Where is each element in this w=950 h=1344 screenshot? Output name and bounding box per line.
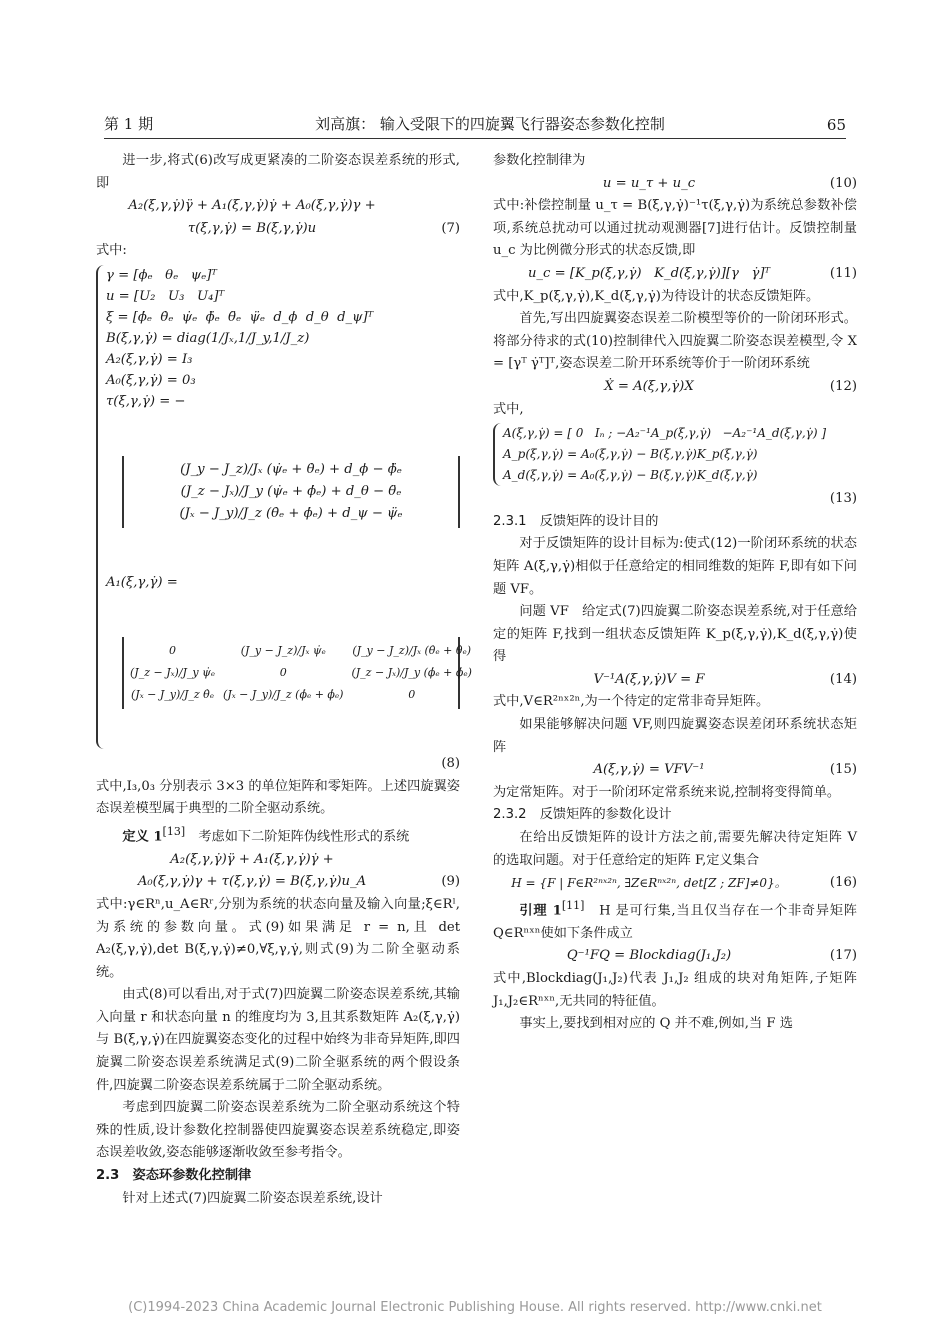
equation-17 xyxy=(493,945,857,968)
paragraph: 式中,Blockdiag(J₁,J₂)代表 J₁,J₂ 组成的块对角矩阵,子矩阵 J₁,J₂∈Rⁿˣⁿ,无共同的特征值。 xyxy=(493,970,857,1009)
equation-13 xyxy=(493,488,857,511)
equation-body: A₂(ξ,γ,γ̇)γ̈ + A₁(ξ,γ,γ̇)γ̇ + A₀(ξ,γ,γ̇)γ + xyxy=(128,198,376,214)
matrix-cell: (J_z − Jₓ)/J_y (ϕ̇ₑ + ϕ̇ₑ) xyxy=(351,665,472,679)
lemma-label: 引理 1 xyxy=(519,903,562,919)
equation-10 xyxy=(493,173,857,196)
equation-number: (14) xyxy=(829,671,857,687)
def-item: A₀(ξ,γ,γ̇) = 0₃ xyxy=(106,372,196,388)
paragraph: 首先,写出四旋翼姿态误差二阶模型等价的一阶闭环形式。将部分待求的式(10)控制律代入四旋翼二阶姿态误差模型,令 X = [γᵀ γ̇ᵀ]ᵀ,姿态误差二阶开环系统等价于一阶闭环系统 xyxy=(493,311,857,372)
where-label: 式中, xyxy=(493,401,524,417)
matrix-cell: (J_z − Jₓ)/J_y ψ̇ₑ xyxy=(130,665,216,679)
matrix-cell: 0 xyxy=(279,665,287,679)
tau-label: τ(ξ,γ,γ̇) = − xyxy=(106,393,186,409)
equation-7 xyxy=(96,195,460,218)
copyright-footer: (C)1994-2023 China Academic Journal Electronic Publishing House. All rights reserved. http://www.cnki.net xyxy=(128,1300,822,1315)
paragraph: 事实上,要找到相对应的 Q 并不难,例如,当 F 选 xyxy=(519,1016,793,1032)
definition-1 xyxy=(96,821,460,849)
equation-7-cont xyxy=(96,218,460,241)
tau-row: (Jₓ − J_y)/J_z (θ̇ₑ + ϕ̇ₑ) + d_ψ − ψ̈ₑ xyxy=(179,505,403,521)
def-item: A₂(ξ,γ,γ̇) = I₃ xyxy=(106,351,193,367)
tau-row: (J_z − Jₓ)/J_y (ψ̇ₑ + ϕ̇ₑ) + d_θ − θ̈ₑ xyxy=(180,483,402,499)
paragraph: 式中:γ∈Rⁿ,u_A∈Rʳ,分别为系统的状态向量及输入向量;ξ∈Rˡ,为系统的参数向量。式(9)如果满足 r = n,且 det A₂(ξ,γ,γ̇),det B(ξ,γ,γ̇)≠0,∀ξ,γ,γ̇,则式(9)为二阶全驱动系统。 xyxy=(96,896,460,980)
paragraph: 问题 VF 给定式(7)四旋翼二阶姿态误差系统,对于任意给定的矩阵 F,找到一组状态反馈矩阵 K_p(ξ,γ,γ̇),K_d(ξ,γ,γ̇)使得 xyxy=(493,604,857,665)
equation-number: (15) xyxy=(829,762,857,778)
lemma-text: H 是可行集,当且仅当存在一个非奇异矩阵 Q∈Rⁿˣⁿ使如下条件成立 xyxy=(493,903,857,941)
equation-14 xyxy=(493,669,857,692)
equation-number: (17) xyxy=(829,948,857,964)
equation-body: u = u_τ + u_c xyxy=(602,175,696,191)
a1-matrix xyxy=(122,597,472,749)
subsection-heading: 2.3.2 反馈矩阵的参数化设计 xyxy=(493,807,672,823)
equation-number: (8) xyxy=(441,755,460,771)
equation-body: A₂(ξ,γ,γ̇)γ̈ + A₁(ξ,γ,γ̇)γ̇ + xyxy=(170,851,334,867)
equation-number: (16) xyxy=(829,875,857,891)
matrix-cell: (J_y − J_z)/Jₓ ψ̇ₑ xyxy=(240,643,326,657)
definition-text: 考虑如下二阶矩阵伪线性形式的系统 xyxy=(198,829,410,845)
paragraph: 如果能够解决问题 VF,则四旋翼姿态误差闭环系统状态矩阵 xyxy=(493,717,857,755)
paragraph: 参数化控制律为 xyxy=(493,153,586,168)
system-row: A(ξ,γ,γ̇) = [ 0 Iₙ ; −A₂⁻¹A_p(ξ,γ,γ̇) −A₂⁻¹A_d(ξ,γ,γ̇) ] xyxy=(503,426,827,441)
a1-label: A₁(ξ,γ,γ̇) = xyxy=(106,574,178,590)
running-header xyxy=(104,112,846,134)
paragraph: 为定常矩阵。对于一阶闭环定常系统来说,控制将变得简单。 xyxy=(493,784,841,800)
citation: [11] xyxy=(561,898,585,912)
def-item: u = [U₂ U₃ U₄]ᵀ xyxy=(106,288,225,304)
matrix-cell: (Jₓ − J_y)/J_z θ̇ₑ xyxy=(131,687,215,701)
equation-body: A(ξ,γ,γ̇) = VFV⁻¹ xyxy=(593,762,705,778)
equation-body: A₀(ξ,γ,γ̇)γ + τ(ξ,γ,γ̇) = B(ξ,γ,γ̇)u_A xyxy=(137,874,367,890)
paragraph: 式中:补偿控制量 u_τ = B(ξ,γ,γ̇)⁻¹τ(ξ,γ,γ̇)为系统总参数补偿项,系统总扰动可以通过扰动观测器[7]进行估计。反馈控制量 u_c 为比例微分形式的状态反馈,即 xyxy=(493,198,857,259)
definition-label: 定义 1 xyxy=(122,829,163,845)
matrix-cell: 0 xyxy=(169,643,177,657)
page-number: 65 xyxy=(826,116,846,134)
left-column xyxy=(96,150,472,1210)
equation-number: (12) xyxy=(829,378,857,394)
equation-12 xyxy=(493,376,857,399)
equation-body: V⁻¹A(ξ,γ,γ̇)V = F xyxy=(593,671,705,687)
equation-16 xyxy=(493,872,857,895)
equation-number: (13) xyxy=(829,491,857,507)
paragraph: 针对上述式(7)四旋翼二阶姿态误差系统,设计 xyxy=(122,1190,383,1206)
definition-list xyxy=(96,265,472,749)
right-column xyxy=(493,150,857,1036)
equation-9-cont xyxy=(96,871,460,894)
section-heading: 2.3 姿态环参数化控制律 xyxy=(96,1168,252,1184)
matrix-cell: 0 xyxy=(408,687,416,701)
subsection-heading: 2.3.1 反馈矩阵的设计目的 xyxy=(493,513,659,529)
system-row: A_d(ξ,γ,γ̇) = A₀(ξ,γ,γ̇) − B(ξ,γ,γ̇)K_d(ξ,γ,γ̇) xyxy=(503,468,758,483)
citation: [13] xyxy=(162,824,186,838)
def-item: B(ξ,γ,γ̇) = diag(1/Jₓ,1/J_y,1/J_z) xyxy=(106,330,310,346)
equation-body: u_c = [K_p(ξ,γ,γ̇) K_d(ξ,γ,γ̇)][γ γ̇]ᵀ xyxy=(527,265,771,281)
equation-number: (11) xyxy=(829,265,857,281)
equation-body: Ẋ = A(ξ,γ,γ̇)X xyxy=(604,378,694,394)
def-item: γ = [ϕₑ θₑ ψₑ]ᵀ xyxy=(106,267,217,283)
equation-number: (7) xyxy=(441,220,460,236)
equation-body: Q⁻¹FQ = Blockdiag(J₁,J₂) xyxy=(566,948,732,964)
equation-body: H = {F | F∈R²ⁿˣ²ⁿ, ∃Z∈Rⁿˣ²ⁿ, det[Z ; ZF]≠0}。 xyxy=(511,876,787,891)
paragraph: 式中,K_p(ξ,γ,γ̇),K_d(ξ,γ,γ̇)为待设计的状态反馈矩阵。 xyxy=(493,288,820,304)
equation-body: τ(ξ,γ,γ̇) = B(ξ,γ,γ̇)u xyxy=(187,220,317,236)
paragraph: 式中,V∈R²ⁿˣ²ⁿ,为一个待定的定常非奇异矩阵。 xyxy=(493,694,770,710)
paragraph: 在给出反馈矩阵的设计方法之前,需要先解决待定矩阵 V 的选取问题。对于任意给定的矩阵 F,定义集合 xyxy=(493,830,857,868)
tau-row: (J_y − J_z)/Jₓ (ψ̇ₑ + θ̇ₑ) + d_ϕ − ϕ̈ₑ xyxy=(180,461,402,477)
equation-8 xyxy=(96,753,460,776)
matrix-cell: (J_y − J_z)/Jₓ (θ̇ₑ + θ̇ₑ) xyxy=(352,643,472,657)
header-rule xyxy=(104,138,846,139)
paragraph: 进一步,将式(6)改写成更紧凑的二阶姿态误差系统的形式,即 xyxy=(96,153,460,191)
equation-9 xyxy=(96,849,460,872)
system-13 xyxy=(493,423,857,486)
paragraph: 由式(8)可以看出,对于式(7)四旋翼二阶姿态误差系统,其输入向量 r 和状态向量 n 的维度均为 3,且其系数矩阵 A₂(ξ,γ,γ̇)与 B(ξ,γ,γ̇)在四旋翼姿态变化的过程中始终为非奇异矩阵,即四旋翼二阶姿态误差系统满足式(9)二阶全驱系统的两个假设条件,四旋翼二阶姿态误差系统属于二阶全驱动系统。 xyxy=(96,987,460,1093)
def-item: ξ = [ϕ̇ₑ θ̇ₑ ψ̇ₑ ϕ̈ₑ θ̈ₑ ψ̈ₑ d_ϕ d_θ d_ψ]ᵀ xyxy=(106,309,374,325)
equation-number: (10) xyxy=(829,175,857,191)
paragraph: 式中,I₃,0₃ 分别表示 3×3 的单位矩阵和零矩阵。上述四旋翼姿态误差模型属于典型的二阶全驱动系统。 xyxy=(96,778,460,817)
matrix-cell: (Jₓ − J_y)/J_z (ϕ̇ₑ + ϕ̇ₑ) xyxy=(223,687,344,701)
lemma-1 xyxy=(493,895,857,946)
where-label: 式中: xyxy=(96,243,127,259)
equation-number: (9) xyxy=(441,874,460,890)
article-title: 刘高旗： 输入受限下的四旋翼飞行器姿态参数化控制 xyxy=(315,115,665,133)
issue-number: 第 1 期 xyxy=(104,115,154,133)
equation-11 xyxy=(493,263,857,286)
paragraph: 考虑到四旋翼二阶姿态误差系统为二阶全驱动系统这个特殊的性质,设计参数化控制器使四旋翼姿态误差系统稳定,即姿态误差收敛,姿态能够逐渐收敛至参考指令。 xyxy=(96,1100,460,1161)
equation-15 xyxy=(493,759,857,782)
tau-vector xyxy=(122,416,460,568)
system-row: A_p(ξ,γ,γ̇) = A₀(ξ,γ,γ̇) − B(ξ,γ,γ̇)K_p(ξ,γ,γ̇) xyxy=(503,447,758,462)
paragraph: 对于反馈矩阵的设计目标为:使式(12)一阶闭环系统的状态矩阵 A(ξ,γ,γ̇)相似于任意给定的相同维数的矩阵 F,即有如下问题 VF。 xyxy=(493,536,857,597)
